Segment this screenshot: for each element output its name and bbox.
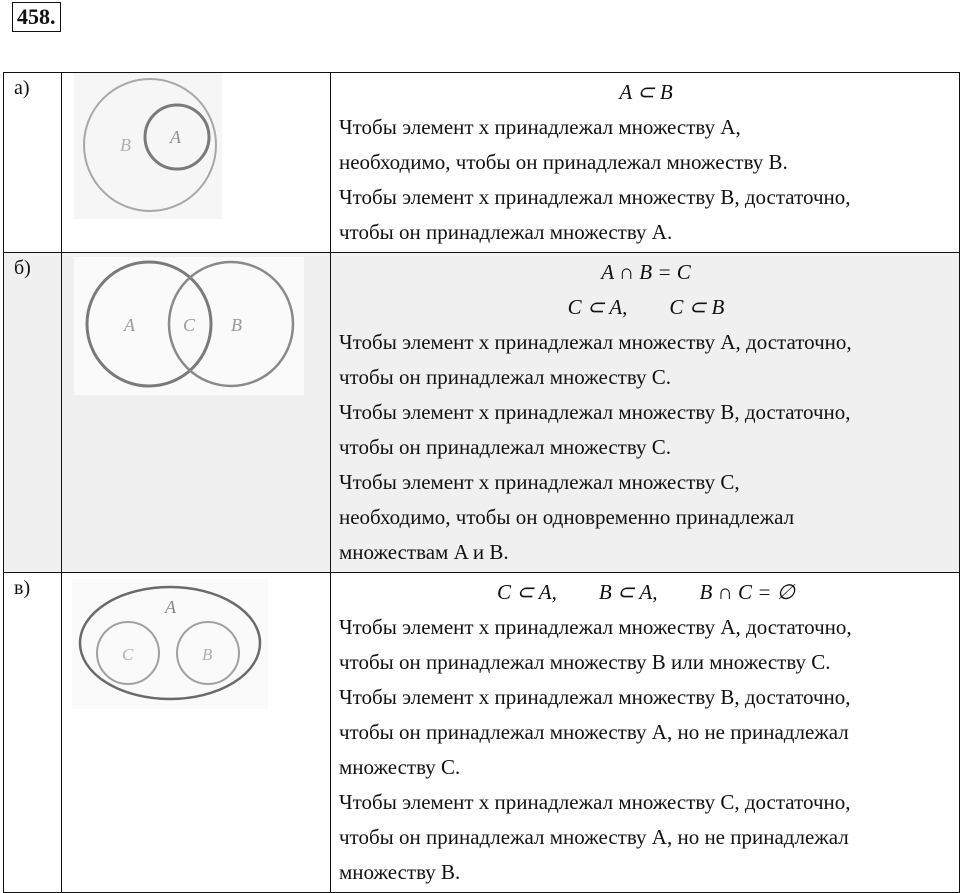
text-line: Чтобы элемент x принадлежал множеству B, достаточно,	[339, 400, 851, 424]
table-row	[4, 73, 960, 253]
left-set-label: C	[122, 645, 134, 664]
text-line: чтобы он принадлежал множеству C.	[339, 365, 672, 389]
figure-cell	[62, 253, 331, 573]
left-set-label: A	[124, 315, 135, 335]
text-cell	[331, 253, 960, 573]
table-row	[4, 573, 960, 893]
text-line: чтобы он принадлежал множеству B или множеству C.	[339, 650, 831, 674]
right-set-label: B	[202, 645, 213, 664]
text-cell	[331, 573, 960, 893]
inner-set-label: A	[170, 127, 181, 147]
middle-set-label: C	[183, 315, 196, 335]
text-line: Чтобы элемент x принадлежал множеству A, достаточно,	[339, 330, 852, 354]
text-line: необходимо, чтобы он одновременно принадлежал	[339, 505, 795, 529]
problem-number: 458.	[12, 2, 61, 32]
text-line: необходимо, чтобы он принадлежал множеству B.	[339, 150, 788, 174]
solution-table	[3, 72, 960, 893]
text-line: чтобы он принадлежал множеству A.	[339, 220, 673, 244]
text-line: чтобы он принадлежал множеству C.	[339, 435, 672, 459]
formula-line: A ∩ B = C	[601, 260, 691, 284]
venn-diagram-intersection	[74, 257, 304, 395]
text-line: чтобы он принадлежал множеству A, но не принадлежал	[339, 825, 849, 849]
formula-line: C ⊂ A, C ⊂ B	[567, 295, 725, 319]
text-line: Чтобы элемент x принадлежал множеству C, достаточно,	[339, 790, 851, 814]
row-label: а)	[4, 73, 62, 253]
circle-outer	[84, 79, 216, 211]
outer-set-label: B	[120, 135, 131, 155]
right-set-label: B	[231, 315, 242, 335]
text-line: Чтобы элемент x принадлежал множеству A, достаточно,	[339, 615, 852, 639]
text-line: множеству C.	[339, 755, 461, 779]
venn-diagram-disjoint	[72, 579, 268, 709]
text-line: Чтобы элемент x принадлежал множеству B, достаточно,	[339, 185, 851, 209]
text-line: Чтобы элемент x принадлежал множеству B, достаточно,	[339, 685, 851, 709]
venn-diagram-subset	[74, 73, 222, 219]
formula-line: C ⊂ A, B ⊂ A, B ∩ C = ∅	[497, 580, 795, 604]
figure-cell	[62, 573, 331, 893]
formula-line: A ⊂ B	[619, 80, 673, 104]
text-line: множеству B.	[339, 860, 461, 884]
text-line: множествам A и B.	[339, 540, 509, 564]
table-row	[4, 253, 960, 573]
text-line: чтобы он принадлежал множеству A, но не принадлежал	[339, 720, 849, 744]
outer-set-label: A	[165, 597, 176, 617]
text-cell	[331, 73, 960, 253]
text-line: Чтобы элемент x принадлежал множеству A,	[339, 115, 741, 139]
text-line: Чтобы элемент x принадлежал множеству C,	[339, 470, 740, 494]
row-label: б)	[4, 253, 62, 573]
row-label: в)	[4, 573, 62, 893]
figure-cell	[62, 73, 331, 253]
